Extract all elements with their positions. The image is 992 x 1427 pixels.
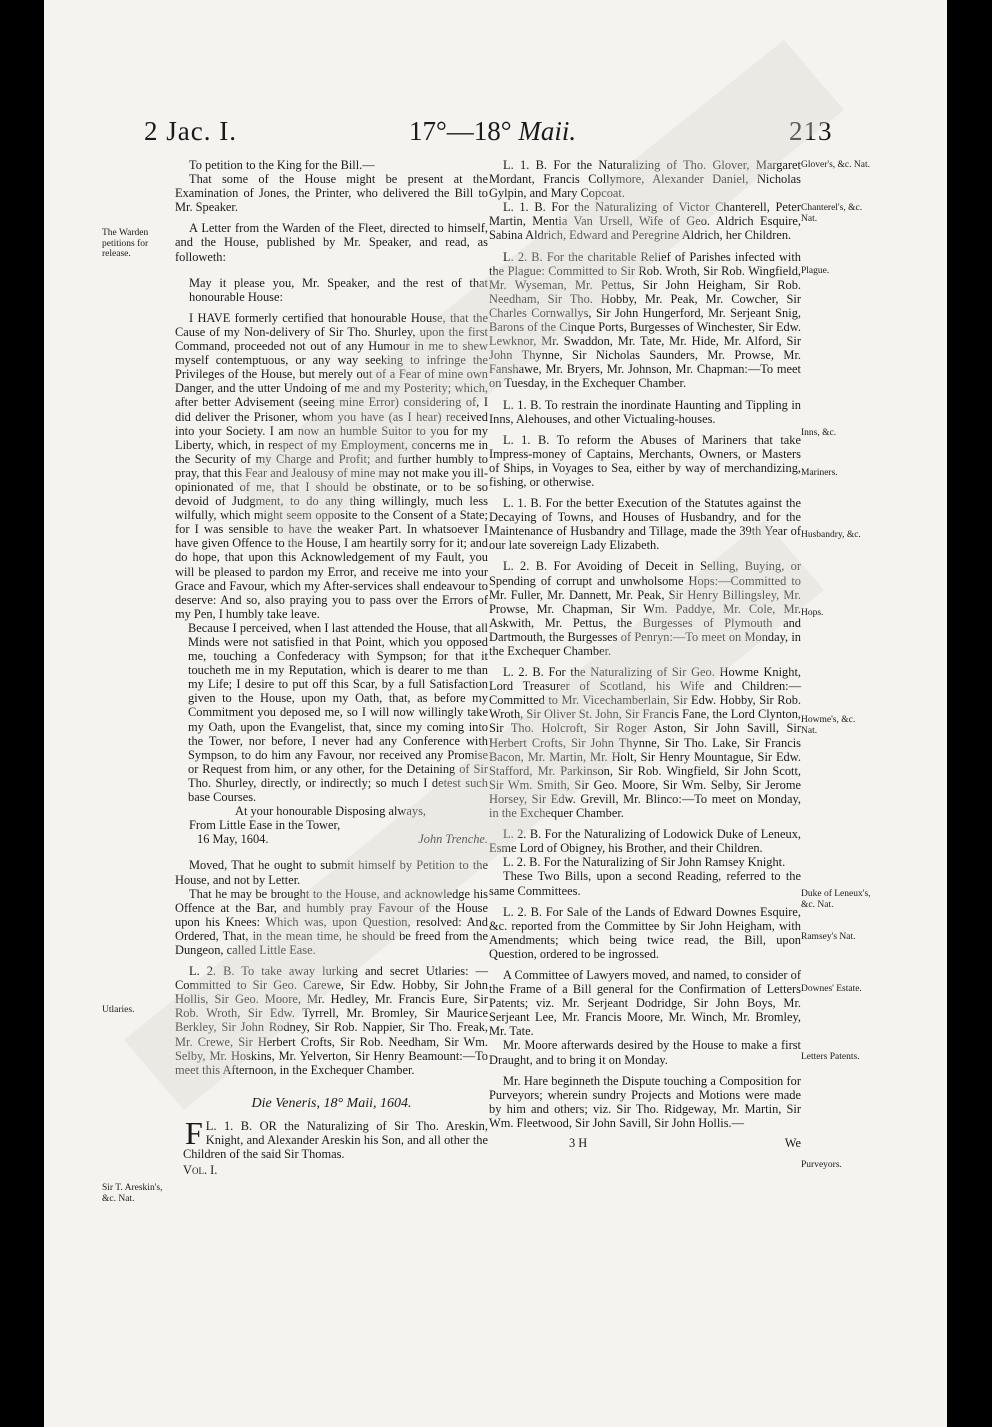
margin-note-downes: Downes' Estate. [801, 984, 862, 994]
catchword: We [784, 1136, 801, 1150]
letter-from: From Little Ease in the Tower, [189, 818, 341, 833]
paragraph: L. 1. B. For the Naturalizing of Tho. Glover, Margaret Mordant, Francis Collymore, Alexander Daniel, Nicholas Gylpin, and Mary Copcoat. [489, 158, 801, 201]
volume-mark: Vol. I. [183, 1163, 218, 1178]
bill-reading-mark: L. 1. B. [205, 1118, 253, 1133]
margin-note-glover: Glover's, &c. Nat. [801, 160, 870, 170]
left-column [175, 158, 488, 1177]
paragraph: L. 2. B. For the Naturalizing of Sir John Ramsey Knight. [503, 855, 786, 870]
letter-body: I HAVE formerly certified that honourable House, that the Cause of my Non-delivery of Sir Tho. Shurley, upon the first Command, proceeded not out of any Humour in me to shew myself contemptuous, or any way seeking to infringe the Privileges of the House, but merely out of a Fear of mine own Danger, and the utter Undoing of me and my Posterity; which, after better Advisement (seeing mine Error) considering of, I did deliver the Prisoner, whom you have (as I hear) received into your Society. I am now an humble Suitor to you for my Liberty, which, in respect of my Employment, concerns me in the Security of my Charge and Profit; and further humbly to pray, that this Fear and Jealousy of mine may not make you ill-opinionated of me, that I should be obstinate, or to be so devoid of Judgment, to do any thing willingly, much less wilfully, which might seem opposite to the Consent of a State; for I was sensible to have the weaker Part. In whatsoever I have given Offence to the House, I am heartily sorry for it; and do hope, that upon this Acknowledgement of my Fault, you will be pleased to pardon my Error, and receive me into your Grace and Favour, which my After-services shall endeavour to deserve: And so, also praying you to pass over the Errors of my Pen, I humbly take leave. [175, 310, 488, 621]
margin-note-hops: Hops. [801, 608, 824, 618]
paragraph: L. 2. B. For the Naturalizing of Sir Geo. Howme Knight, Lord Treasurer of Scotland, his Wife and Children:—Committed to Mr. Vicechamberlain, Sir Edw. Hobby, Sir Rob. Wroth, Sir Oliver St. John, Sir Francis Fane, the Lord Clynton, Sir Tho. Holcroft, Sir Roger Aston, Sir John Savill, Sir Herbert Crofts, Sir John Thynne, Sir Tho. Lake, Sir Francis Bacon, Mr. Martin, Mr. Holt, Sir Henry Mountague, Sir Edw. Stafford, Mr. Parkinson, Sir Rob. Wingfield, Sir John Scott, Sir Wm. Smith, Sir Geo. Moore, Sir Wm. Selby, Sir Jerome Horsey, Sir Edw. Grevill, Mr. Blinco:—To meet on Monday, in the Exchequer Chamber. [489, 665, 801, 821]
page-footer-row [489, 1136, 801, 1150]
paragraph: L. 1. B. To reform the Abuses of Mariners that take Impress-money of Captains, Merchants, Owners, or Masters of Ships, in Voyages to Sea, either by way of merchandizing, fishing, or otherwise. [489, 432, 801, 489]
paragraph: L. 2. B. To take away lurking and secret Utlaries: —Committed to Sir Geo. Carewe, Sir Edw. Hobby, Sir John Hollis, Sir Geo. Moore, Mr. Hedley, Mr. Francis Eure, Sir Rob. Wroth, Sir Edw. Tyrrell, Mr. Bromley, Sir Maurice Berkley, Sir John Rodney, Sir Rob. Nappier, Sir Tho. Freak, Mr. Crewe, Sir Herbert Crofts, Sir Rob. Needham, Sir Wm. Selby, Mr. Hoskins, Mr. Yelverton, Sir Henry Beamount:—To meet this Afternoon, in the Exchequer Chamber. [175, 964, 488, 1077]
margin-note-purveyors: Purveyors. [801, 1160, 842, 1170]
paragraph: A Committee of Lawyers moved, and named, to consider of the Frame of a Bill general for the Confirmation of Letters Patents; viz. Mr. Serjeant Dodridge, Sir John Boys, Mr. Serjeant Lee, Mr. Francis Moore, Mr. Winch, Mr. Bromley, Mr. Tate. [489, 967, 801, 1039]
paragraph: To petition to the King for the Bill.— [189, 158, 375, 172]
paragraph: Mr. Moore afterwards desired by the House to make a first Draught, and to bring it on Monday. [489, 1038, 801, 1067]
paragraph: These Two Bills, upon a second Reading, referred to the same Committees. [489, 869, 801, 898]
paragraph: That some of the House might be present at the Examination of Jones, the Printer, who delivered the Bill to Mr. Speaker. [175, 172, 488, 215]
letter-body: Because I perceived, when I last attended the House, that all Minds were not satisfied in that Point, which you opposed me, touching a Confederacy with Sympson; for that it toucheth me in my Reputation, which is dearer to me than my Life; I desire to put off this Scar, by a full Satisfaction given to the House, upon my Oath, that, as before my Commitment you deposed me, so I will now willingly take my Oath, upon the Evangelist, that, since my coming into the Tower, nor before, I never had any Conference with Sympson, to do him any Favour, nor received any Promise or Request from him, or any other, for the Detaining of Sir Tho. Shurley, directly, or indirectly; so much I detest such base Courses. [188, 620, 488, 805]
margin-note-utlaries: Utlaries. [102, 1005, 135, 1015]
margin-note-chanterel: Chanterel's, &c. Nat. [801, 203, 863, 224]
letter-date: 16 May, 1604. [197, 832, 269, 847]
paragraph-dropcap [175, 1114, 488, 1162]
running-head-date: 17°—18° [409, 116, 512, 146]
right-column [489, 158, 801, 1150]
paragraph: That he may be brought to the House, and acknowledge his Offence at the Bar, and humbly pray Favour of the House upon his Knees: Which was, upon Question, resolved: And Ordered, That, in the mean time, he should be freed from the Dungeon, called Little Ease. [175, 886, 488, 957]
letter-closing: At your honourable Disposing always, [235, 804, 426, 819]
letter-salutation: May it please you, Mr. Speaker, and the rest of that honourable House: [189, 275, 488, 304]
margin-note-howme: Howme's, &c. Nat. [801, 715, 856, 736]
margin-note-mariners: Mariners. [801, 468, 838, 478]
signature-mark: 3 H [569, 1136, 588, 1150]
letter-signer: John Trenche. [418, 832, 488, 847]
paragraph: A Letter from the Warden of the Fleet, directed to himself, and the House, published by Mr. Speaker, and read, as followeth: [175, 221, 488, 264]
document-page [44, 0, 947, 1427]
drop-cap: F [185, 1114, 203, 1151]
margin-note-husbandry: Husbandry, &c. [801, 530, 861, 540]
paragraph: L. 1. B. For the Naturalizing of Victor Chanterell, Peter Martin, Mentia Van Ursell, Wife of Geo. Aldrich Esquire, Sabina Aldrich, Edward and Peregrine Aldrich, her Children. [489, 200, 801, 243]
margin-note-letters: Letters Patents. [801, 1052, 860, 1062]
day-heading: Die Veneris, 18° Maii, 1604. [251, 1095, 412, 1111]
margin-note-inns: Inns, &c. [801, 428, 837, 438]
margin-note-plague: Plague. [801, 266, 830, 276]
paragraph: L. 2. B. For the Naturalizing of Lodowick Duke of Leneux, Esme Lord of Obigney, his Brother, and their Children. [489, 827, 801, 856]
paragraph: L. 2. B. For Avoiding of Deceit in Selling, Buying, or Spending of corrupt and unwholsome Hops:—Committed to Mr. Fuller, Mr. Dannett, Mr. Peak, Sir Henry Billingsley, Mr. Prowse, Mr. Chapman, Sir Wm. Paddye, Mr. Cole, Mr. Askwith, Mr. Pettus, the Burgesses of Plymouth and Dartmouth, the Burgesses of Penryn:—To meet on Monday, in the Exchequer Chamber. [489, 559, 801, 658]
running-head-center [409, 116, 576, 146]
paragraph: L. 1. B. To restrain the inordinate Haunting and Tippling in Inns, Alehouses, and other Victualing-houses. [489, 397, 801, 426]
margin-note-warden: The Warden petitions for release. [102, 228, 149, 259]
running-head-month: Maii. [518, 116, 577, 146]
page-number: 213 [789, 116, 833, 146]
paragraph: L. 1. B. For the better Execution of the Statutes against the Decaying of Towns, and Houses of Husbandry, and for the Maintenance of Husbandry and Tillage, made the 39th Year of our late sovereign Lady Elizabeth. [489, 496, 801, 553]
paragraph: L. 2. B. For Sale of the Lands of Edward Downes Esquire, &c. reported from the Committee by Sir John Heigham, with Amendments; which being twice read, the Bill, upon Question, ordered to be ingrossed. [489, 904, 801, 961]
running-head-left: 2 Jac. I. [144, 116, 237, 146]
letter-signature-row [175, 832, 488, 846]
margin-note-leneux: Duke of Leneux's, &c. Nat. [801, 889, 871, 910]
margin-note-ramsey: Ramsey's Nat. [801, 932, 856, 942]
paragraph: Moved, That he ought to submit himself by Petition to the House, and not by Letter. [175, 858, 488, 887]
paragraph: Mr. Hare beginneth the Dispute touching a Composition for Purveyors; wherein sundry Projects and Motions were made by him and others; viz. Sir Tho. Ridgeway, Mr. Martin, Sir Wm. Fleetwood, Sir John Savill, Sir John Hollis.— [489, 1073, 801, 1130]
paragraph: L. 2. B. For the charitable Relief of Parishes infected with the Plague: Committed to Sir Rob. Wroth, Sir Rob. Wingfield, Mr. Wyseman, Mr. Pettus, Sir John Heigham, Sir Rob. Needham, Sir Tho. Hobby, Mr. Peak, Mr. Cowcher, Sir Charles Cornwallys, Sir John Hungerford, Mr. Serjeant Snig, Barons of the Cinque Ports, Burgesses of Winchester, Sir Edw. Lewknor, Mr. Swaddon, Mr. Tate, Mr. Hide, Mr. Alford, Sir John Thynne, Sir Nicholas Saunders, Mr. Prowse, Mr. Fanshawe, Mr. Bryers, Mr. Johnson, Mr. Chapman:—To meet on Tuesday, in the Exchequer Chamber. [489, 249, 801, 391]
margin-note-areskin: Sir T. Areskin's, &c. Nat. [102, 1183, 163, 1204]
paragraph-text: OR the Naturalizing of Sir Tho. Areskin, Knight, and Alexander Areskin his Son, and all other the Children of the said Sir Thomas. [183, 1118, 488, 1162]
